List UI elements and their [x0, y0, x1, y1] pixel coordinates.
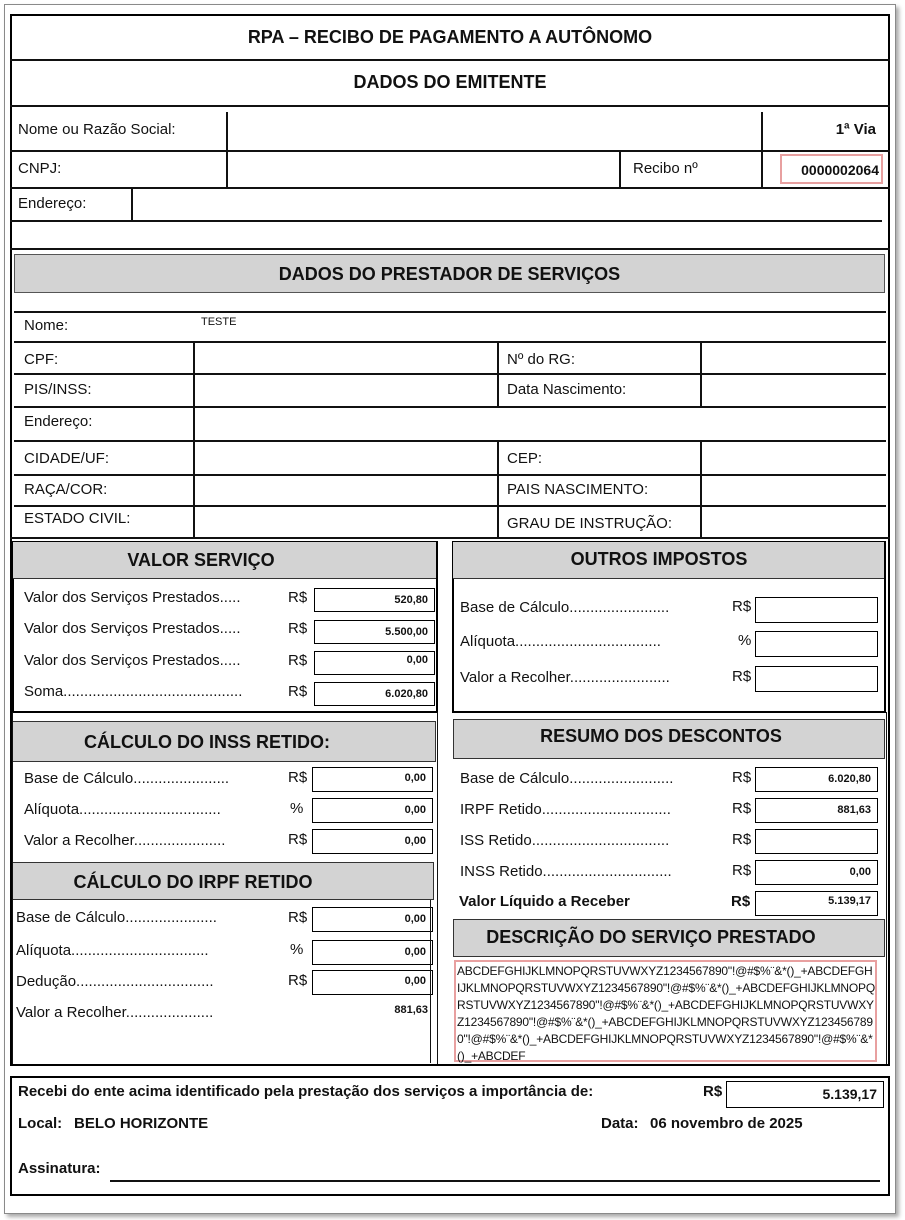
inss-amount-box: 0,00 [312, 829, 433, 854]
tax-row-label: Valor a Recolher........................ [460, 669, 670, 686]
other-amount-box [755, 666, 878, 692]
irpf-deduction-box: 0,00 [312, 970, 433, 995]
inss-base-box: 0,00 [312, 767, 433, 792]
provider-name-label: Nome: [24, 317, 69, 334]
emitter-section-title: DADOS DO EMITENTE [353, 72, 547, 92]
service-value-box: 0,00 [314, 651, 435, 675]
via-label: 1ª Via [835, 121, 876, 138]
recibo-number: 0000002064 [801, 162, 879, 178]
summary-iss-box [755, 829, 878, 854]
date-label: Data: [601, 1115, 639, 1132]
net-amount-box: 5.139,17 [755, 891, 878, 916]
receipt-amount-box: 5.139,17 [726, 1081, 884, 1108]
service-row-label: Valor dos Serviços Prestados..... [24, 620, 241, 637]
marital-status-label: ESTADO CIVIL: [24, 510, 131, 527]
currency-label: R$ [732, 831, 752, 848]
net-amount-label: Valor Líquido a Receber [459, 893, 630, 910]
tax-row-label: Alíquota................................... [460, 633, 661, 650]
cnpj-label: CNPJ: [18, 160, 62, 177]
currency-label: R$ [732, 769, 752, 786]
description-text: ABCDEFGHIJKLMNOPQRSTUVWXYZ1234567890"!@#$%¨&*()_+ABCDEFGHIJKLMNOPQRSTUVWXYZ1234567890"!@#$%¨&*()_+ABCDEFGHIJKLMNOPQRSTUVWXYZ1234567890"!@#$%¨&*()_+ABCDEFGHIJKLMNOPQRSTUVWXYZ1234567890"!@#$%¨&*()_+ABCDEFGHIJKLMNOPQRSTUVWXYZ1234567890"!@#$%¨&*()_+ABCDEFGHIJKLMNOPQRSTUVWXYZ1234567890"!@#$%¨&*()_+ABCDEF [457, 964, 875, 1063]
service-row-label: Valor dos Serviços Prestados..... [24, 589, 241, 606]
birth-country-label: PAIS NASCIMENTO: [507, 481, 649, 498]
receipt-statement: Recebi do ente acima identificado pela prestação dos serviços a importância de: [18, 1083, 594, 1100]
other-taxes-title: OUTROS IMPOSTOS [570, 549, 748, 569]
summary-inss-box: 0,00 [755, 860, 878, 885]
service-row-label: Valor dos Serviços Prestados..... [24, 652, 241, 669]
provider-section-title: DADOS DO PRESTADOR DE SERVIÇOS [278, 264, 621, 284]
sum-label: Soma........................................... [24, 683, 243, 700]
summary-row-label: INSS Retido............................... [460, 863, 672, 880]
date-value: 06 novembro de 2025 [650, 1115, 803, 1132]
signature-line [110, 1180, 880, 1182]
provider-address-label: Endereço: [24, 413, 93, 430]
irpf-row-label: Base de Cálculo...................... [16, 909, 217, 926]
tax-row-label: Base de Cálculo........................ [460, 599, 670, 616]
emitter-address-label: Endereço: [18, 195, 87, 212]
inss-rate-box: 0,00 [312, 798, 433, 823]
signature-label: Assinatura: [18, 1160, 101, 1177]
location-value: BELO HORIZONTE [74, 1115, 209, 1132]
rg-label: Nº do RG: [507, 351, 575, 368]
irpf-rate-box: 0,00 [312, 940, 433, 965]
summary-title: RESUMO DOS DESCONTOS [540, 726, 782, 746]
provider-name-value: TESTE [201, 316, 237, 328]
currency-label: R$ [732, 862, 752, 879]
irpf-base-box: 0,00 [312, 907, 433, 932]
currency-label: R$ [732, 668, 752, 685]
service-value-box: 5.500,00 [314, 620, 435, 644]
service-value-box: 520,80 [314, 588, 435, 612]
currency-label: R$ [703, 1083, 723, 1100]
currency-label: R$ [732, 800, 752, 817]
currency-label: R$ [731, 893, 751, 910]
currency-label: R$ [732, 598, 752, 615]
currency-label: R$ [288, 652, 308, 669]
recibo-label: Recibo nº [633, 160, 698, 177]
currency-label: R$ [288, 620, 308, 637]
currency-label: R$ [288, 683, 308, 700]
pis-label: PIS/INSS: [24, 381, 92, 398]
irpf-title: CÁLCULO DO IRPF RETIDO [73, 872, 313, 892]
irpf-row-label: Alíquota................................. [16, 942, 209, 959]
inss-row-label: Alíquota.................................. [24, 801, 221, 818]
other-rate-box [755, 631, 878, 657]
currency-label: R$ [288, 769, 308, 786]
other-base-box [755, 597, 878, 623]
document-title: RPA – RECIBO DE PAGAMENTO A AUTÔNOMO [247, 27, 653, 47]
inss-title: CÁLCULO DO INSS RETIDO: [84, 732, 330, 752]
description-title: DESCRIÇÃO DO SERVIÇO PRESTADO [486, 927, 816, 947]
summary-row-label: ISS Retido................................. [460, 832, 670, 849]
cep-label: CEP: [507, 450, 543, 467]
summary-base-box: 6.020,80 [755, 767, 878, 792]
education-label: GRAU DE INSTRUÇÃO: [507, 515, 673, 532]
irpf-row-label: Valor a Recolher..................... [16, 1004, 214, 1021]
service-value-title: VALOR SERVIÇO [127, 550, 275, 570]
sum-value-box: 6.020,80 [314, 682, 435, 706]
percent-label: % [290, 800, 304, 817]
currency-label: R$ [288, 909, 308, 926]
percent-label: % [738, 632, 752, 649]
name-label: Nome ou Razão Social: [18, 121, 176, 138]
summary-row-label: Base de Cálculo......................... [460, 770, 674, 787]
percent-label: % [290, 941, 304, 958]
inss-row-label: Valor a Recolher...................... [24, 832, 226, 849]
location-label: Local: [18, 1115, 63, 1132]
summary-irpf-box: 881,63 [755, 798, 878, 823]
birth-date-label: Data Nascimento: [507, 381, 627, 398]
city-label: CIDADE/UF: [24, 450, 110, 467]
irpf-amount-value: 881,63 [394, 1004, 428, 1016]
cpf-label: CPF: [24, 351, 59, 368]
currency-label: R$ [288, 589, 308, 606]
summary-row-label: IRPF Retido............................... [460, 801, 671, 818]
currency-label: R$ [288, 972, 308, 989]
currency-label: R$ [288, 831, 308, 848]
race-label: RAÇA/COR: [24, 481, 108, 498]
inss-row-label: Base de Cálculo....................... [24, 770, 230, 787]
irpf-row-label: Dedução................................. [16, 973, 214, 990]
